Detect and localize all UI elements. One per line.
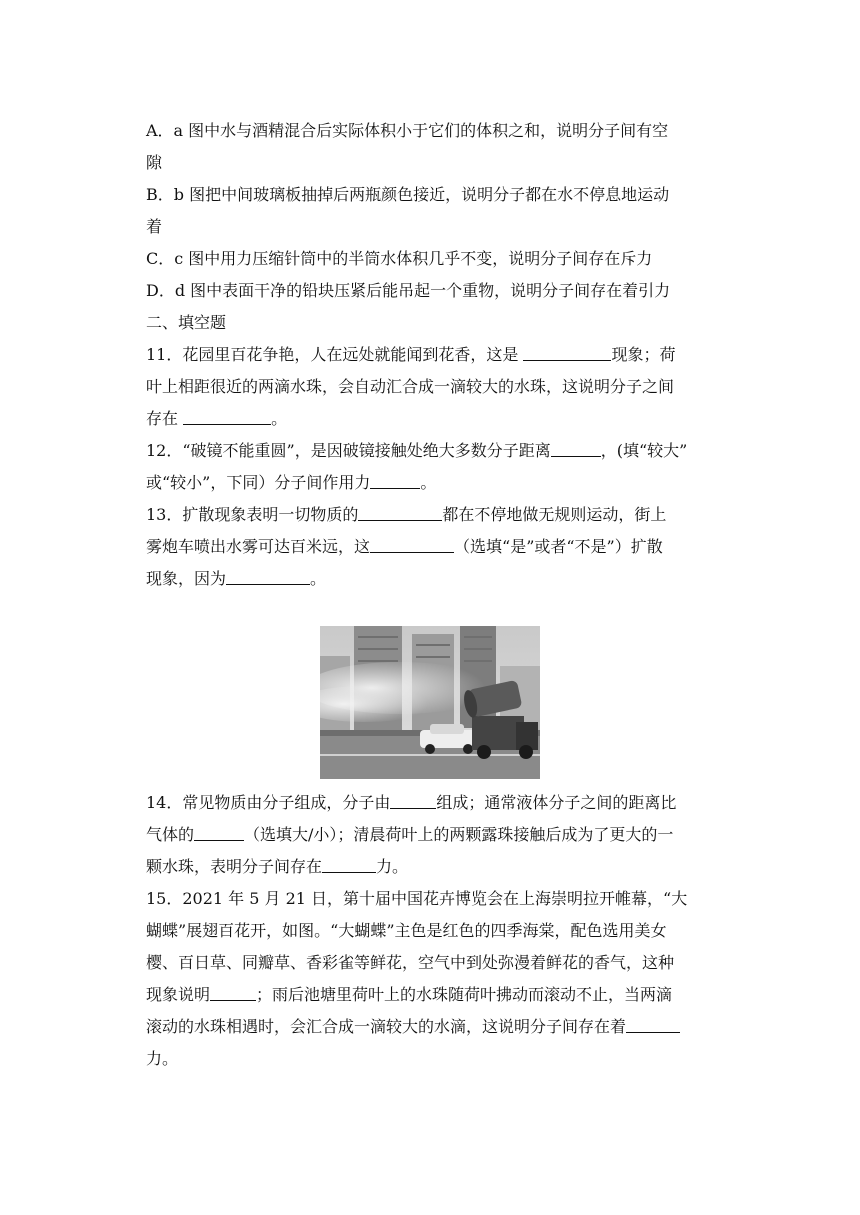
answer-blank[interactable] — [626, 1014, 680, 1033]
text-line: 颗水珠，表明分子间存在 — [146, 857, 323, 876]
answer-blank[interactable] — [322, 854, 376, 873]
option-a — [146, 115, 726, 179]
text-line — [146, 819, 726, 851]
option-c: C．c 图中用力压缩针筒中的半筒水体积几乎不变，说明分子间存在斥力 — [146, 249, 653, 268]
document-body — [146, 115, 726, 595]
text-line: 。 — [310, 569, 327, 588]
text-line — [146, 339, 726, 371]
text-line: 樱、百日草、同瓣草、香彩雀等鲜花，空气中到处弥漫着鲜花的香气，这种 — [146, 953, 675, 972]
text-line: 组成；通常液体分子之间的距离比 — [436, 793, 677, 812]
answer-blank[interactable] — [523, 342, 611, 361]
text-line: 14．常见物质由分子组成，分子由 — [146, 793, 391, 812]
text-line: ，(填“较大” — [600, 441, 688, 460]
answer-blank[interactable] — [551, 438, 601, 457]
question-12 — [146, 435, 726, 499]
answer-blank[interactable] — [370, 470, 420, 489]
text-line: 着 — [146, 217, 163, 236]
question-11 — [146, 339, 726, 435]
text-line: （选填“是”或者“不是”）扩散 — [454, 537, 663, 556]
text-line: 或“较小”，下同）分子间作用力 — [146, 473, 371, 492]
text-line — [146, 467, 726, 499]
text-line: 叶上相距很近的两滴水珠，会自动汇合成一滴较大的水珠，这说明分子之间 — [146, 377, 675, 396]
text-line — [146, 403, 726, 435]
text-line — [146, 851, 726, 883]
answer-blank[interactable] — [183, 406, 271, 425]
text-line: 现象说明 — [146, 985, 211, 1004]
answer-blank[interactable] — [358, 502, 442, 521]
text-line — [146, 1011, 726, 1043]
text-line: 都在不停地做无规则运动，街上 — [442, 505, 667, 524]
question-15 — [146, 883, 726, 1075]
question-13 — [146, 499, 726, 595]
text-line: 。 — [271, 409, 288, 428]
text-line — [146, 499, 726, 531]
text-line: 力。 — [146, 1049, 179, 1068]
answer-blank[interactable] — [370, 534, 454, 553]
text-line: （选填大/小）；清晨荷叶上的两颗露珠接触后成为了更大的一 — [244, 825, 674, 844]
text-line: ；雨后池塘里荷叶上的水珠随荷叶拂动而滚动不止，当两滴 — [256, 985, 673, 1004]
text-line: 滚动的水珠相遇时，会汇合成一滴较大的水滴，这说明分子间存在着 — [146, 1017, 627, 1036]
text-line: 隙 — [146, 153, 163, 172]
text-line — [146, 787, 726, 819]
answer-blank[interactable] — [226, 566, 310, 585]
text-line: 12．“破镜不能重圆”，是因破镜接触处绝大多数分子距离 — [146, 441, 551, 460]
text-line — [146, 531, 726, 563]
option-d: D．d 图中表面干净的铅块压紧后能吊起一个重物，说明分子间存在着引力 — [146, 281, 671, 300]
text-line: B．b 图把中间玻璃板抽掉后两瓶颜色接近，说明分子都在水不停息地运动 — [146, 185, 670, 204]
text-line: 力。 — [376, 857, 409, 876]
document-body-lower — [146, 787, 726, 1075]
text-line: 现象，因为 — [146, 569, 227, 588]
text-line: 。 — [420, 473, 437, 492]
text-line: 15．2021 年 5 月 21 日，第十届中国花卉博览会在上海崇明拉开帷幕，“大 — [146, 889, 688, 908]
text-line — [146, 435, 726, 467]
section-title: 二、填空题 — [146, 313, 227, 332]
text-line: 存在 — [146, 409, 184, 428]
answer-blank[interactable] — [210, 982, 256, 1001]
text-line: 现象；荷 — [611, 345, 676, 364]
option-b — [146, 179, 726, 243]
text-line: 气体的 — [146, 825, 195, 844]
question-14 — [146, 787, 726, 883]
answer-blank[interactable] — [390, 790, 436, 809]
answer-blank[interactable] — [194, 822, 244, 841]
fog-cannon-truck-photo — [320, 626, 540, 779]
text-line: 11．花园里百花争艳，人在远处就能闻到花香，这是 — [146, 345, 524, 364]
text-line: 13．扩散现象表明一切物质的 — [146, 505, 359, 524]
text-line: 蝴蝶”展翅百花开，如图。“大蝴蝶”主色是红色的四季海棠，配色选用美女 — [146, 921, 667, 940]
text-line: A．a 图中水与酒精混合后实际体积小于它们的体积之和，说明分子间有空 — [146, 121, 669, 140]
text-line: 雾炮车喷出水雾可达百米远，这 — [146, 537, 371, 556]
text-line — [146, 979, 726, 1011]
text-line — [146, 563, 726, 595]
